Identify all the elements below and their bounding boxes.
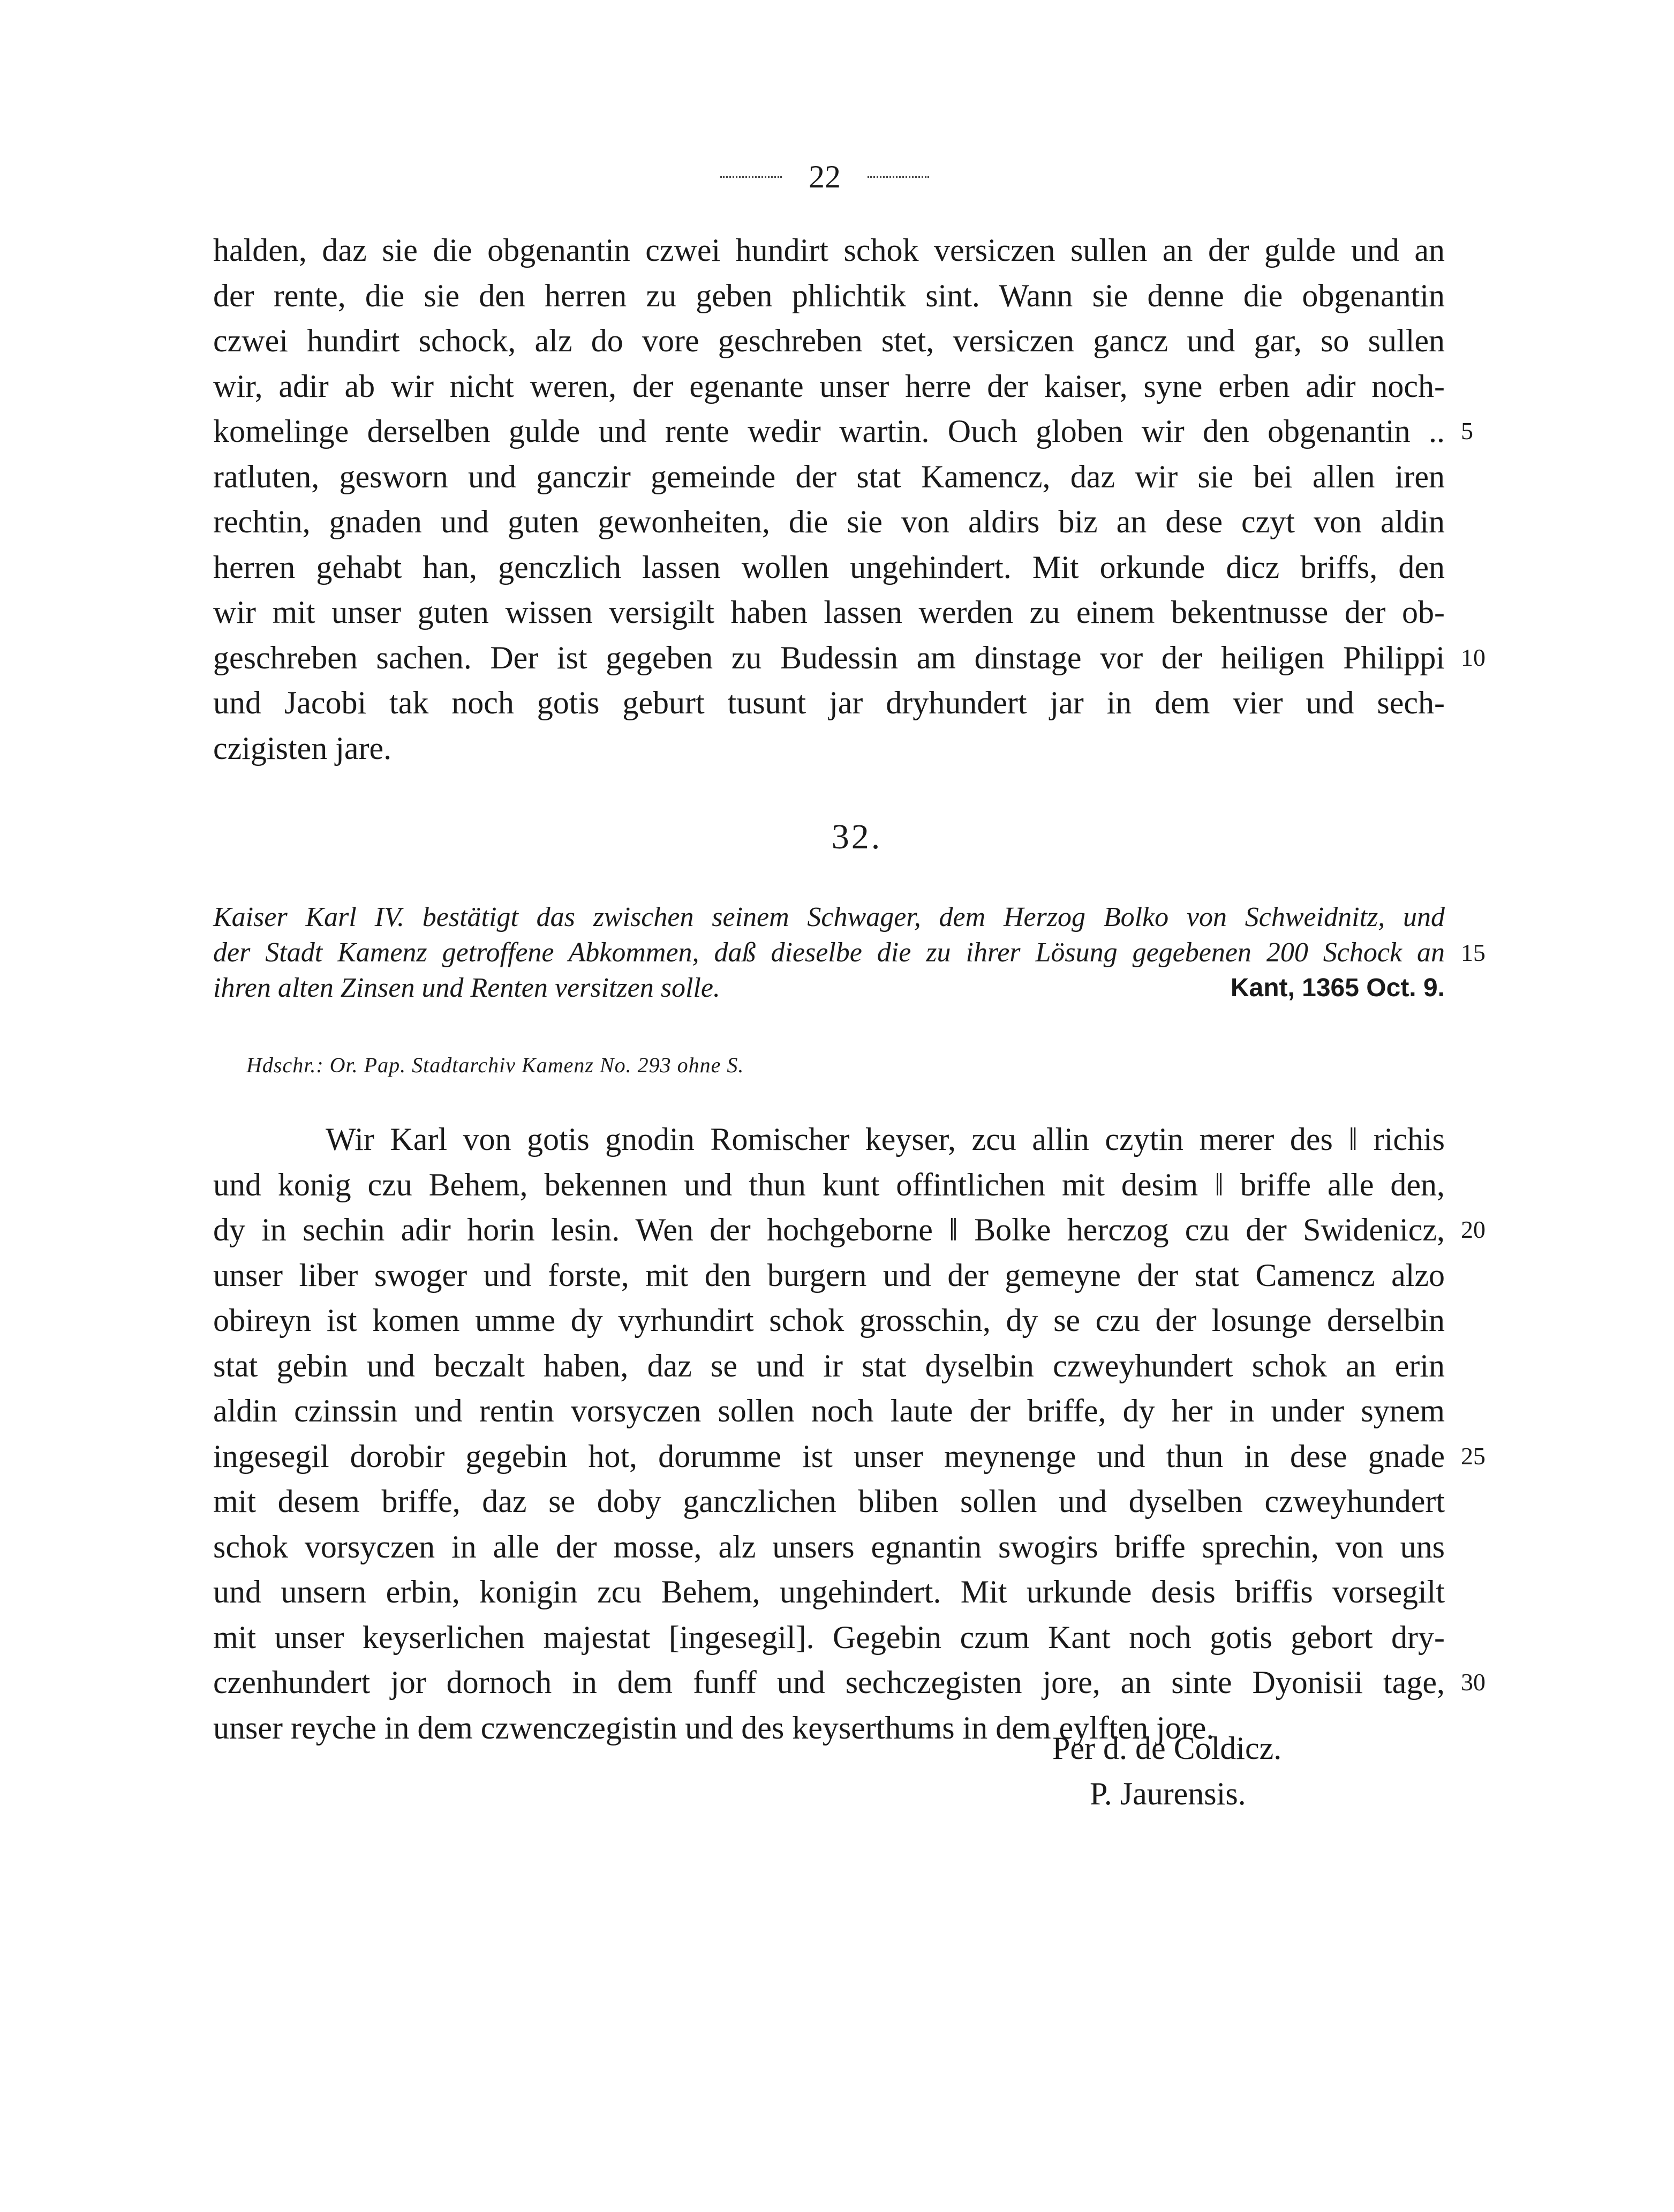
text-line: mit desem briffe, daz se doby ganczlichen bliben sollen und dyselben czweyhundert xyxy=(213,1484,1445,1519)
regest-line: ihren alten Zinsen und Renten versitzen solle. xyxy=(213,973,720,1003)
source-note: Hdschr.: Or. Pap. Stadtarchiv Kamenz No. 293 ohne S. xyxy=(246,1053,744,1077)
text-line: Wir Karl von gotis gnodin Romischer keyser, zcu allin czytin merer des ‖ richis xyxy=(326,1122,1445,1157)
text-line: komelinge derselben gulde und rente wedir wartin. Ouch globen wir den obgenantin .. xyxy=(213,413,1445,449)
regest-line: Kaiser Karl IV. bestätigt das zwischen seinem Schwager, dem Herzog Bolko von Schweidnitz, und xyxy=(213,902,1445,932)
line-number: 25 xyxy=(1461,1442,1486,1470)
regest-line: der Stadt Kamenz getroffene Abkommen, daß dieselbe die zu ihrer Lösung gegebenen 200 Schock an xyxy=(213,937,1445,968)
regest-line-with-number xyxy=(213,935,1486,970)
text-line: rechtin, gnaden und guten gewonheiten, die sie von aldirs biz an dese czyt von aldin xyxy=(213,504,1445,539)
header-rule-left xyxy=(720,176,782,178)
document-text xyxy=(213,1117,1486,1750)
page-header xyxy=(685,155,964,198)
text-line: ingesegil dorobir gegebin hot, dorumme ist unser meynenge und thun in dese gnade xyxy=(213,1438,1445,1474)
text-line: und Jacobi tak noch gotis geburt tusunt jar dryhundert jar in dem vier und sech- xyxy=(213,685,1445,720)
text-line: wir mit unser guten wissen versigilt haben lassen werden zu einem bekentnusse der ob- xyxy=(213,595,1445,630)
text-line: wir, adir ab wir nicht weren, der egenante unser herre der kaiser, syne erben adir noch- xyxy=(213,368,1445,404)
signature-scribe: P. Jaurensis. xyxy=(1090,1776,1246,1811)
text-line: stat gebin und beczalt haben, daz se und ir stat dyselbin czweyhundert schok an erin xyxy=(213,1348,1445,1383)
continuation-text xyxy=(213,228,1486,771)
text-line-with-number xyxy=(213,1660,1486,1705)
text-line: unser liber swoger und forste, mit den burgern und der gemeyne der stat Camencz alzo xyxy=(213,1257,1445,1293)
document-date: Kant, 1365 Oct. 9. xyxy=(1230,974,1445,1002)
line-number: 30 xyxy=(1461,1668,1486,1696)
line-number: 5 xyxy=(1461,417,1473,445)
text-line: mit unser keyserlichen majestat [ingesegil]. Gegebin czum Kant noch gotis gebort dry- xyxy=(213,1619,1445,1655)
header-rule-right xyxy=(868,176,929,178)
text-line: und konig czu Behem, bekennen und thun kunt offintlichen mit desim ‖ briffe alle den, xyxy=(213,1167,1445,1202)
text-line-with-number xyxy=(213,1434,1486,1479)
document-regest xyxy=(213,900,1486,1006)
text-line: geschreben sachen. Der ist gegeben zu Budessin am dinstage vor der heiligen Philippi xyxy=(213,639,1445,675)
text-line: ratluten, gesworn und ganczir gemeinde der stat Kamencz, daz wir sie bei allen iren xyxy=(213,458,1445,494)
text-line: czenhundert jor dornoch in dem funff und sechczegisten jore, an sinte Dyonisii tage, xyxy=(213,1665,1445,1700)
text-line: aldin czinssin und rentin vorsyczen sollen noch laute der briffe, dy her in under synem xyxy=(213,1393,1445,1428)
document-number: 32. xyxy=(831,817,883,856)
line-number: 20 xyxy=(1461,1216,1486,1243)
page-number: 22 xyxy=(809,159,841,194)
text-line: der rente, die sie den herren zu geben phlichtik sint. Wann sie denne die obgenantin xyxy=(213,277,1445,313)
text-line: herren gehabt han, genczlich lassen wollen ungehindert. Mit orkunde dicz briffs, den xyxy=(213,549,1445,585)
line-number: 10 xyxy=(1461,643,1486,671)
text-line: halden, daz sie die obgenantin czwei hundirt schok versiczen sullen an der gulde und an xyxy=(213,232,1445,268)
text-line: czwei hundirt schock, alz do vore geschreben stet, versiczen gancz und gar, so sullen xyxy=(213,323,1445,358)
text-line: obireyn ist komen umme dy vyrhundirt schok grosschin, dy se czu der losunge derselbin xyxy=(213,1303,1445,1338)
text-line: czigisten jare. xyxy=(213,730,392,766)
regest-line-with-date xyxy=(213,970,1445,1006)
text-line: schok vorsyczen in alle der mosse, alz unsers egnantin swogirs briffe sprechin, von uns xyxy=(213,1529,1445,1564)
text-line-with-number xyxy=(213,1207,1486,1253)
line-number: 15 xyxy=(1461,939,1486,966)
text-line: und unsern erbin, konigin zcu Behem, ungehindert. Mit urkunde desis briffis vorsegilt xyxy=(213,1574,1445,1609)
signature-chancery: Per d. de Coldicz. xyxy=(1052,1731,1282,1766)
text-line-with-number xyxy=(213,635,1486,681)
text-line-with-number xyxy=(213,409,1473,454)
text-line: unser reyche in dem czwenczegistin und des keyserthums in dem eylften jore. xyxy=(213,1710,1215,1745)
text-line: dy in sechin adir horin lesin. Wen der hochgeborne ‖ Bolke herczog czu der Swidenicz, xyxy=(213,1212,1445,1247)
